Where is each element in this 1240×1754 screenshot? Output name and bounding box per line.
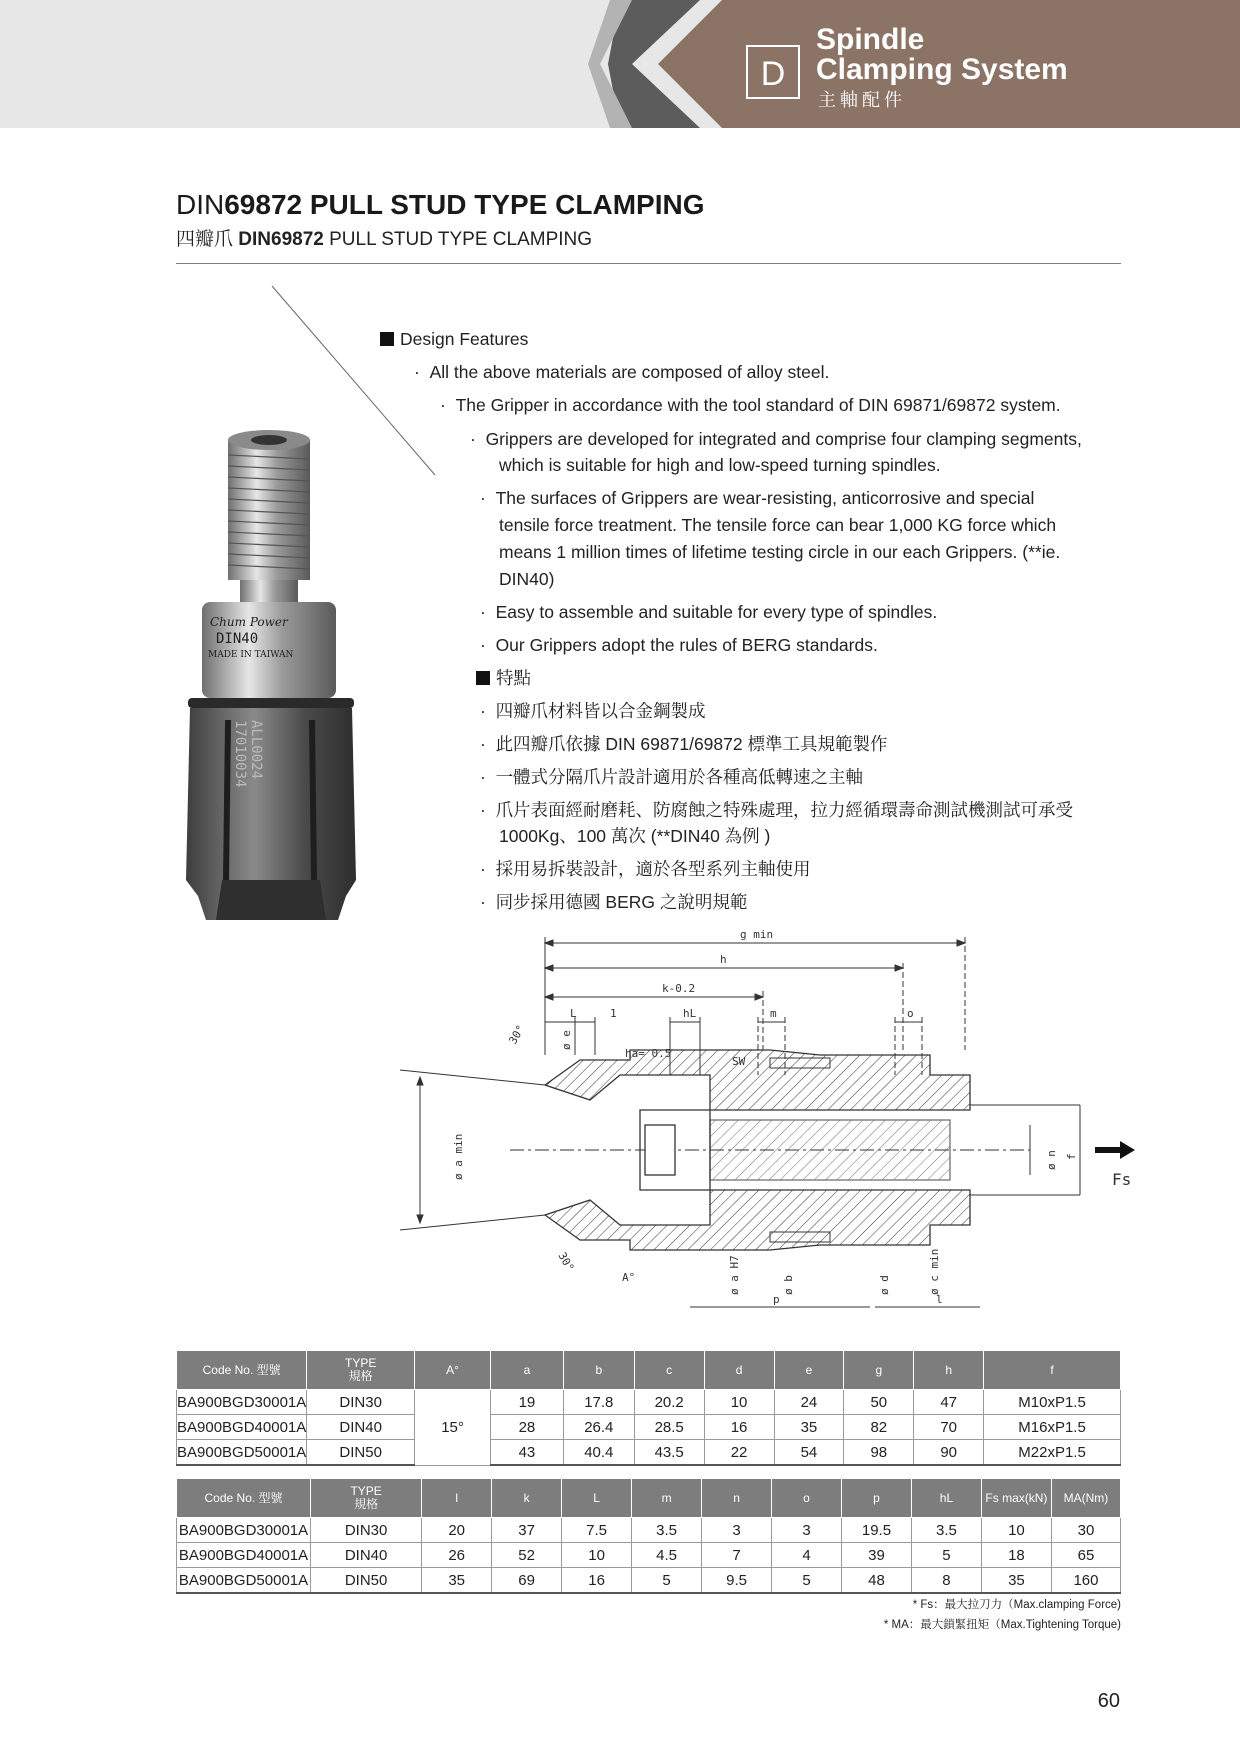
cell: 3	[772, 1518, 842, 1543]
col-header: e	[774, 1351, 844, 1390]
page-title-main: 69872 PULL STUD TYPE CLAMPING	[224, 189, 705, 220]
cell: 20.2	[634, 1390, 704, 1415]
cell: 3.5	[632, 1518, 702, 1543]
feature-item-cn-6: · 同步採用德國 BERG 之說明規範	[480, 892, 748, 912]
footnote-fs: * Fs：最大拉刀力（Max.clamping Force)	[912, 1599, 1121, 1611]
cell: 26	[422, 1543, 492, 1568]
feature-item-en-1: · All the above materials are composed of alloy steel.	[414, 362, 830, 382]
feature-item-cn-2: · 此四瓣爪依據 DIN 69871/69872 標準工具規範製作	[480, 734, 888, 754]
feature-text: which is suitable for high and low-speed turning spindles.	[499, 455, 941, 475]
col-header: A°	[415, 1351, 491, 1390]
feature-text: The Gripper in accordance with the tool standard of DIN 69871/69872 system.	[455, 395, 1061, 415]
label-a-h7: ø a H7	[728, 1255, 741, 1295]
label-sw: SW	[732, 1055, 746, 1068]
subtitle-cn: 四瓣爪	[176, 229, 239, 250]
cell: 18	[981, 1543, 1051, 1568]
cell-type: DIN30	[307, 1390, 415, 1415]
cell-type: DIN40	[311, 1543, 422, 1568]
label-angle-top: 30°	[506, 1022, 528, 1047]
features-heading-cn-text: 特點	[496, 668, 531, 688]
feature-item-en-3: · Grippers are developed for integrated and comprise four clamping segments,	[470, 429, 1082, 449]
label-fs: Fs	[1112, 1170, 1132, 1189]
cell: 47	[914, 1390, 984, 1415]
cell-code: BA900BGD40001A	[177, 1415, 307, 1440]
cell: 98	[844, 1440, 914, 1466]
col-header: b	[563, 1351, 634, 1390]
feature-item-en-3b	[499, 452, 941, 479]
col-header: o	[772, 1479, 842, 1518]
features-heading-en	[380, 326, 528, 353]
feature-text: 四瓣爪材料皆以合金鋼製成	[495, 701, 706, 721]
spec-table-2	[176, 1478, 1121, 1594]
ring-brand-text: Chum Power	[210, 615, 288, 629]
label-p: p	[773, 1293, 780, 1306]
cell: 26.4	[563, 1415, 634, 1440]
col-header: Fs max(kN)	[981, 1479, 1051, 1518]
label-1: 1	[610, 1007, 617, 1020]
cell-angle-A: 15°	[415, 1390, 491, 1466]
page-title-prefix: DIN	[176, 189, 225, 220]
spec-table-1	[176, 1350, 1121, 1466]
col-header: m	[632, 1479, 702, 1518]
section-title-line2: Clamping System	[816, 53, 1068, 86]
cell-type: DIN40	[307, 1415, 415, 1440]
label-a-min: ø a min	[452, 1133, 465, 1180]
label-g-min: g min	[740, 928, 774, 941]
table-row	[177, 1568, 1121, 1594]
label-hL: hL	[683, 1007, 697, 1020]
cell: 24	[774, 1390, 844, 1415]
label-n: ø n	[1045, 1150, 1058, 1170]
label-h: h	[720, 953, 727, 966]
cell-type: DIN30	[311, 1518, 422, 1543]
label-A: A°	[622, 1271, 636, 1284]
section-title-cn: 主軸配件	[818, 90, 906, 110]
feature-item-en-2: · The Gripper in accordance with the tool standard of DIN 69871/69872 system.	[440, 395, 1061, 415]
cell: 7.5	[562, 1518, 632, 1543]
feature-text: tensile force treatment. The tensile force can bear 1,000 KG force which	[499, 515, 1057, 535]
page-number: 60	[1097, 1690, 1120, 1712]
cell: 37	[492, 1518, 562, 1543]
feature-text: 此四瓣爪依據 DIN 69871/69872 標準工具規範製作	[495, 734, 888, 754]
section-title-line1: Spindle	[816, 23, 925, 56]
col-header: hL	[911, 1479, 981, 1518]
footnote-ma: * MA：最大鎖緊扭矩（Max.Tightening Torque)	[883, 1619, 1121, 1631]
cell: 35	[774, 1415, 844, 1440]
feature-item-en-5: · Easy to assemble and suitable for every type of spindles.	[480, 602, 938, 622]
cell: 69	[492, 1568, 562, 1594]
feature-text: 一體式分隔爪片設計適用於各種高低轉速之主軸	[495, 767, 864, 787]
col-header: l	[422, 1479, 492, 1518]
feature-item-en-4: · The surfaces of Grippers are wear-resisting, anticorrosive and special	[480, 488, 1035, 508]
label-m: m	[770, 1007, 777, 1020]
table-row	[177, 1415, 1121, 1440]
cell: 8	[911, 1568, 981, 1594]
col-header: TYPE 規格	[307, 1351, 415, 1390]
cell: 82	[844, 1415, 914, 1440]
ring-made-in-text: MADE IN TAIWAN	[208, 650, 294, 660]
cell: 39	[842, 1543, 912, 1568]
product-photo-gripper	[170, 280, 440, 930]
table-row	[177, 1518, 1121, 1543]
label-e: ø e	[560, 1030, 573, 1050]
feature-item-en-4d	[499, 566, 554, 593]
cell-code: BA900BGD30001A	[177, 1518, 311, 1543]
cell: 28.5	[634, 1415, 704, 1440]
cell: 17.8	[563, 1390, 634, 1415]
cell: 3	[702, 1518, 772, 1543]
square-bullet-icon	[380, 332, 394, 346]
cell: 3.5	[911, 1518, 981, 1543]
ring-model-text: DIN40	[216, 631, 259, 647]
cell: 10	[704, 1390, 774, 1415]
label-f: f	[1065, 1153, 1078, 1160]
cell: 35	[422, 1568, 492, 1594]
label-b: ø b	[782, 1275, 795, 1295]
feature-text: All the above materials are composed of alloy steel.	[429, 362, 830, 382]
col-header: MA(Nm)	[1051, 1479, 1120, 1518]
retaining-spring	[188, 698, 354, 708]
cell: 30	[1051, 1518, 1120, 1543]
feature-item-cn-4b	[499, 823, 770, 850]
feature-text: DIN40)	[499, 569, 555, 589]
feature-text: 1000Kg、100 萬次 (**DIN40 為例 )	[499, 826, 771, 846]
cell-type: DIN50	[307, 1440, 415, 1466]
cell: 5	[911, 1543, 981, 1568]
cell: 90	[914, 1440, 984, 1466]
feature-text: 採用易拆裝設計，適於各型系列主軸使用	[495, 859, 811, 879]
feature-item-en-6: · Our Grippers adopt the rules of BERG standards.	[480, 635, 878, 655]
features-heading-en-text: Design Features	[400, 329, 529, 349]
feature-item-en-4c	[499, 539, 1060, 566]
col-header: c	[634, 1351, 704, 1390]
page-subtitle	[176, 228, 592, 252]
label-l: l	[936, 1293, 943, 1306]
label-c-min: ø c min	[928, 1248, 941, 1295]
cell: 40.4	[563, 1440, 634, 1466]
cell: 16	[562, 1568, 632, 1594]
cell: 52	[492, 1543, 562, 1568]
cell: 19.5	[842, 1518, 912, 1543]
col-header: n	[702, 1479, 772, 1518]
cell: 10	[562, 1543, 632, 1568]
feature-text: Easy to assemble and suitable for every type of spindles.	[495, 602, 938, 622]
label-ha: ha= 0.5	[625, 1047, 672, 1060]
feature-text: 同步採用德國 BERG 之說明規範	[495, 892, 748, 912]
col-header: Code No. 型號	[177, 1351, 307, 1390]
segment-marking-1: ALL0024	[248, 720, 264, 780]
feature-item-cn-5: · 採用易拆裝設計，適於各型系列主軸使用	[480, 859, 811, 879]
col-header: k	[492, 1479, 562, 1518]
cell: M16xP1.5	[984, 1415, 1121, 1440]
cell: 20	[422, 1518, 492, 1543]
subtitle-bold: DIN69872	[238, 229, 324, 250]
cell: 160	[1051, 1568, 1120, 1594]
cell: 70	[914, 1415, 984, 1440]
col-header: L	[562, 1479, 632, 1518]
table-row	[177, 1390, 1121, 1415]
col-header: d	[704, 1351, 774, 1390]
col-header: f	[984, 1351, 1121, 1390]
label-k: k-0.2	[662, 982, 696, 995]
col-header: p	[842, 1479, 912, 1518]
table-row	[177, 1440, 1121, 1466]
segment-marking-2: 17010034	[232, 720, 248, 788]
label-angle-bottom: 30°	[555, 1250, 577, 1274]
label-o: o	[907, 1007, 914, 1020]
cell: M22xP1.5	[984, 1440, 1121, 1466]
cell-code: BA900BGD50001A	[177, 1568, 311, 1594]
features-heading-cn	[476, 665, 531, 692]
feature-text: means 1 million times of lifetime testing circle in our each Grippers. (**ie.	[499, 542, 1061, 562]
feature-item-cn-4: · 爪片表面經耐磨耗、防腐蝕之特殊處理，拉力經循環壽命測試機測試可承受	[480, 800, 1074, 820]
cell: 28	[490, 1415, 563, 1440]
cell: 50	[844, 1390, 914, 1415]
cell-type: DIN50	[311, 1568, 422, 1594]
technical-drawing	[390, 925, 1170, 1315]
cell: 54	[774, 1440, 844, 1466]
cell: M10xP1.5	[984, 1390, 1121, 1415]
feature-text: 爪片表面經耐磨耗、防腐蝕之特殊處理，拉力經循環壽命測試機測試可承受	[495, 800, 1074, 820]
page-title	[176, 188, 705, 222]
cell: 35	[981, 1568, 1051, 1594]
cell: 22	[704, 1440, 774, 1466]
cell: 5	[772, 1568, 842, 1594]
table-header-row	[177, 1351, 1121, 1390]
feature-item-cn-1: · 四瓣爪材料皆以合金鋼製成	[480, 701, 706, 721]
square-bullet-icon	[476, 671, 490, 685]
cell: 4	[772, 1543, 842, 1568]
col-header: a	[490, 1351, 563, 1390]
cell: 7	[702, 1543, 772, 1568]
cell: 10	[981, 1518, 1051, 1543]
col-header: TYPE 規格	[311, 1479, 422, 1518]
cell: 48	[842, 1568, 912, 1594]
feature-text: Grippers are developed for integrated and comprise four clamping segments,	[485, 429, 1082, 449]
cell: 43	[490, 1440, 563, 1466]
feature-item-en-4b	[499, 512, 1056, 539]
table-header-row	[177, 1479, 1121, 1518]
cell: 19	[490, 1390, 563, 1415]
cell-code: BA900BGD50001A	[177, 1440, 307, 1466]
cell: 9.5	[702, 1568, 772, 1594]
feature-text: Our Grippers adopt the rules of BERG standards.	[495, 635, 878, 655]
col-header: h	[914, 1351, 984, 1390]
section-letter-box: D	[746, 45, 800, 99]
cell: 43.5	[634, 1440, 704, 1466]
col-header: g	[844, 1351, 914, 1390]
label-d: ø d	[878, 1275, 891, 1295]
cell: 4.5	[632, 1543, 702, 1568]
cell: 5	[632, 1568, 702, 1594]
cell-code: BA900BGD30001A	[177, 1390, 307, 1415]
feature-text: The surfaces of Grippers are wear-resisting, anticorrosive and special	[495, 488, 1035, 508]
label-L: L	[570, 1007, 577, 1020]
cell: 16	[704, 1415, 774, 1440]
col-header: Code No. 型號	[177, 1479, 311, 1518]
table-row	[177, 1543, 1121, 1568]
title-divider	[176, 263, 1121, 264]
feature-item-cn-3: · 一體式分隔爪片設計適用於各種高低轉速之主軸	[480, 767, 864, 787]
cell-code: BA900BGD40001A	[177, 1543, 311, 1568]
cell: 65	[1051, 1543, 1120, 1568]
subtitle-rest: PULL STUD TYPE CLAMPING	[323, 229, 593, 250]
